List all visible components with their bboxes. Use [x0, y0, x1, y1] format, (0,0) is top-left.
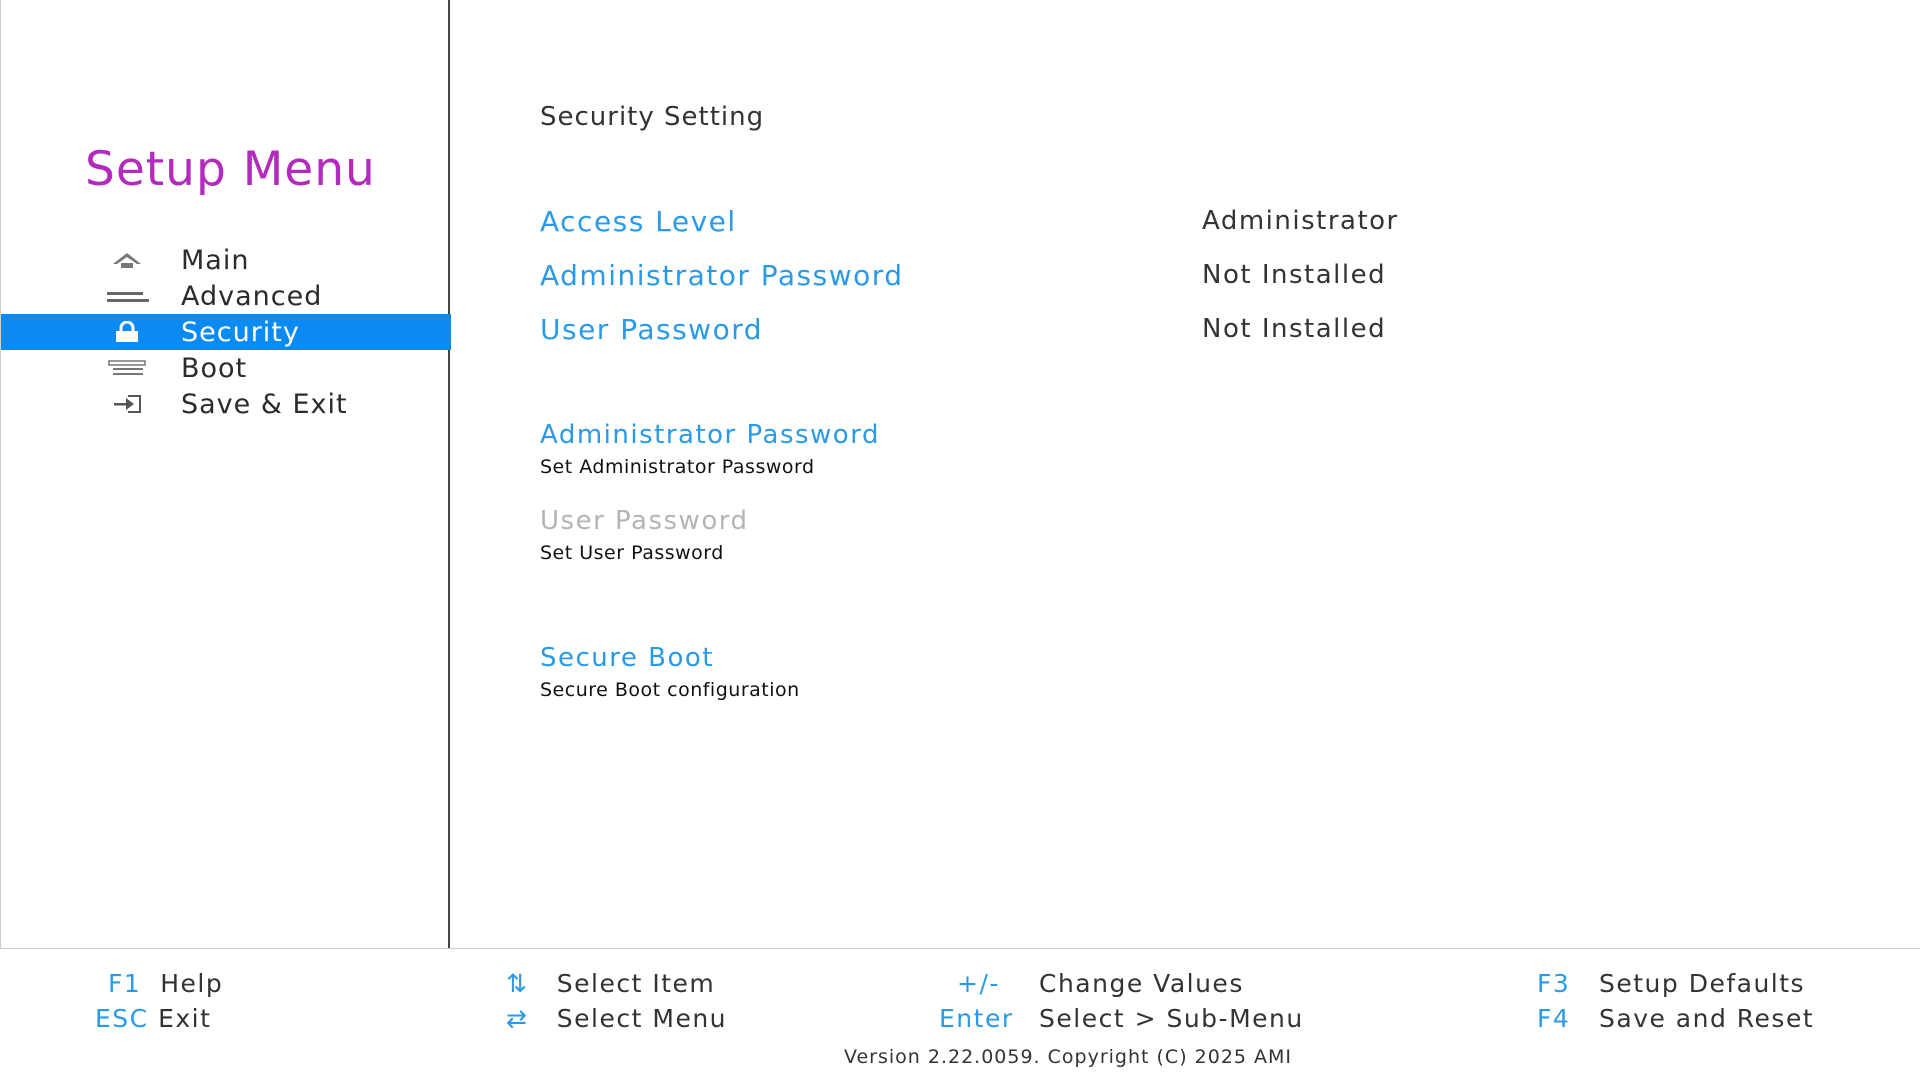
updown-arrows-icon: ⇅ [506, 969, 529, 998]
hotkey-key: F4 [1537, 1004, 1571, 1033]
hotkey-desc: Exit [158, 1004, 212, 1033]
hotkey-key: +/- [957, 969, 1000, 998]
hotkey-select-menu [506, 1004, 727, 1033]
info-label: Administrator Password [540, 259, 904, 292]
sidebar-item-label: Security [181, 316, 300, 348]
hotkey-key: Enter [939, 1004, 1014, 1033]
entry-title: User Password [540, 506, 749, 536]
leftright-arrows-icon: ⇄ [506, 1004, 529, 1033]
info-value: Not Installed [1202, 314, 1387, 344]
info-value: Not Installed [1202, 260, 1387, 290]
main-panel [452, 0, 1920, 948]
version-copyright: Version 2.22.0059. Copyright (C) 2025 AMI [843, 1046, 1293, 1068]
info-row-user-password [540, 313, 1740, 353]
info-value: Administrator [1202, 206, 1399, 236]
hotkey-help [108, 969, 223, 998]
hotkey-key: ESC [95, 1004, 149, 1033]
sidebar-item-label: Boot [181, 352, 248, 384]
sidebar-item-label: Advanced [181, 280, 323, 312]
footer-help-bar [0, 948, 1920, 1080]
home-icon [105, 246, 149, 274]
sidebar-item-boot[interactable] [1, 350, 451, 386]
hotkey-key: F1 [108, 969, 142, 998]
sidebar-item-label: Save & Exit [181, 388, 348, 420]
sidebar-item-advanced[interactable] [1, 278, 451, 314]
entry-title[interactable]: Administrator Password [540, 420, 880, 450]
menu-entry-secure-boot[interactable] [540, 641, 1240, 701]
sidebar-item-label: Main [181, 244, 250, 276]
hotkey-desc: Change Values [1039, 969, 1244, 998]
sidebar [0, 0, 450, 948]
setup-menu-title: Setup Menu [85, 142, 376, 197]
sidebar-nav [1, 242, 451, 422]
hotkey-desc: Setup Defaults [1599, 969, 1806, 998]
boot-icon [105, 354, 149, 382]
hotkey-select-item [506, 969, 715, 998]
sidebar-item-security[interactable] [1, 314, 451, 350]
lock-icon [105, 318, 149, 346]
sidebar-item-main[interactable] [1, 242, 451, 278]
info-label: User Password [540, 313, 764, 346]
advanced-icon [105, 282, 149, 310]
hotkey-setup-defaults [1537, 969, 1806, 998]
menu-entry-user-password [540, 504, 1240, 564]
hotkey-exit [95, 1004, 211, 1033]
entry-title[interactable]: Secure Boot [540, 643, 714, 673]
exit-icon [105, 390, 149, 418]
hotkey-enter [939, 1004, 1304, 1033]
hotkey-change-values [957, 969, 1244, 998]
hotkey-desc: Select Menu [556, 1004, 728, 1033]
hotkey-desc: Help [160, 969, 224, 998]
entry-description: Set Administrator Password [540, 456, 815, 478]
info-label: Access Level [540, 205, 737, 238]
sidebar-item-save-exit[interactable] [1, 386, 451, 422]
hotkey-desc: Select Item [556, 969, 716, 998]
hotkey-desc: Select > Sub-Menu [1039, 1004, 1304, 1033]
hotkey-key: F3 [1537, 969, 1571, 998]
hotkey-desc: Save and Reset [1599, 1004, 1815, 1033]
info-row-access-level [540, 205, 1740, 245]
entry-description: Secure Boot configuration [540, 679, 800, 701]
hotkey-save-reset [1537, 1004, 1815, 1033]
menu-entry-admin-password[interactable] [540, 418, 1240, 478]
info-row-admin-password [540, 259, 1740, 299]
page-title: Security Setting [540, 102, 765, 132]
entry-description: Set User Password [540, 542, 724, 564]
